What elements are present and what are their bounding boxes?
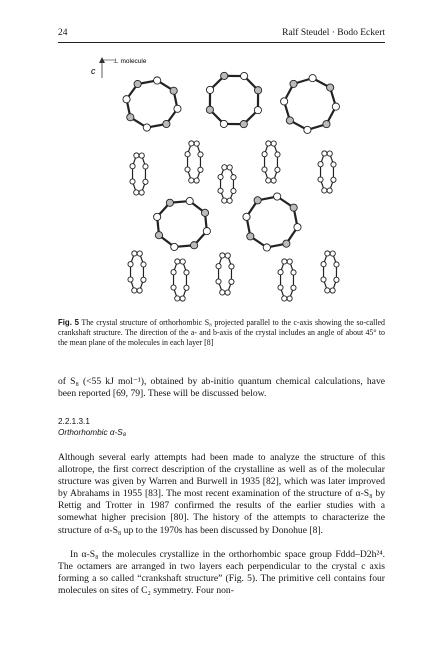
s8-ring-molecule bbox=[281, 75, 340, 134]
section-number: 2.2.1.3.1 bbox=[58, 417, 90, 426]
molecule-layer bbox=[123, 72, 340, 301]
s8-ring-molecule bbox=[262, 141, 280, 183]
s8-ring-molecule bbox=[216, 253, 234, 295]
s8-ring-molecule bbox=[123, 77, 181, 131]
s8-ring-molecule bbox=[154, 197, 211, 250]
axis-indicator bbox=[91, 57, 147, 78]
s8-ring-molecule bbox=[171, 259, 189, 301]
running-header bbox=[58, 28, 385, 43]
s8-ring-molecule bbox=[278, 259, 296, 301]
paragraph-1: of S₈ (<55 kJ mol⁻¹), obtained by ab-initio quantum chemical calculations, have been reported [69, 79]. These will be discussed below. bbox=[58, 376, 385, 400]
s8-ring-molecule bbox=[128, 251, 146, 293]
caption-text: The crystal structure of orthorhombic S₈ projected parallel to the c-axis showing the so-called crankshaft structure. The direction of the a- and b-axis of the crystal includes an angle of about 45° to the mean plane of the molecules in each layer [8] bbox=[58, 318, 385, 348]
paragraph-3: In α-S₈ the molecules crystallize in the orthorhombic space group Fddd–D2h²⁴. The octamers are arranged in two layers each perpendicular to the crystal c axis forming a so called “crankshaft structure” (Fig. 5). The primitive cell contains four molecules on sites of C₂ symmetry. Four non- bbox=[58, 549, 385, 597]
s8-ring-molecule bbox=[185, 141, 203, 183]
s8-ring-molecule bbox=[321, 251, 339, 293]
section-title: Orthorhombic α-S₈ bbox=[58, 428, 127, 437]
axis-note-label: ⊥ molecule bbox=[113, 58, 147, 65]
crystal-structure-figure bbox=[82, 52, 387, 310]
axis-c-label: c bbox=[91, 66, 96, 76]
caption-label: Fig. 5 bbox=[58, 318, 79, 327]
page-number: 24 bbox=[58, 28, 68, 38]
s8-ring-molecule bbox=[218, 165, 236, 204]
running-authors: Ralf Steudel · Bodo Eckert bbox=[282, 28, 385, 38]
s8-ring-molecule bbox=[206, 72, 261, 127]
paragraph-2: Although several early attempts had been made to analyze the structure of this allotrope, the first correct description of the crystalline as well as of the molecular structure was given by Warren and Burwell in 1935 [82], which was later improved by Abrahams in 1955 [83]. The most recent examination of the structure of α-S₈ by Rettig and Trotter in 1987 confirmed the results of the earlier studies with a somewhat higher precision [80]. The history of the attempts to characterize the structure of α-S₈ up to the 1970s has been discussed by Donohue [8]. bbox=[58, 452, 385, 536]
s8-ring-molecule bbox=[130, 153, 148, 195]
figure-caption bbox=[58, 318, 385, 349]
s8-ring-molecule bbox=[318, 151, 336, 193]
section-heading bbox=[58, 416, 385, 438]
s8-ring-molecule bbox=[243, 193, 301, 251]
